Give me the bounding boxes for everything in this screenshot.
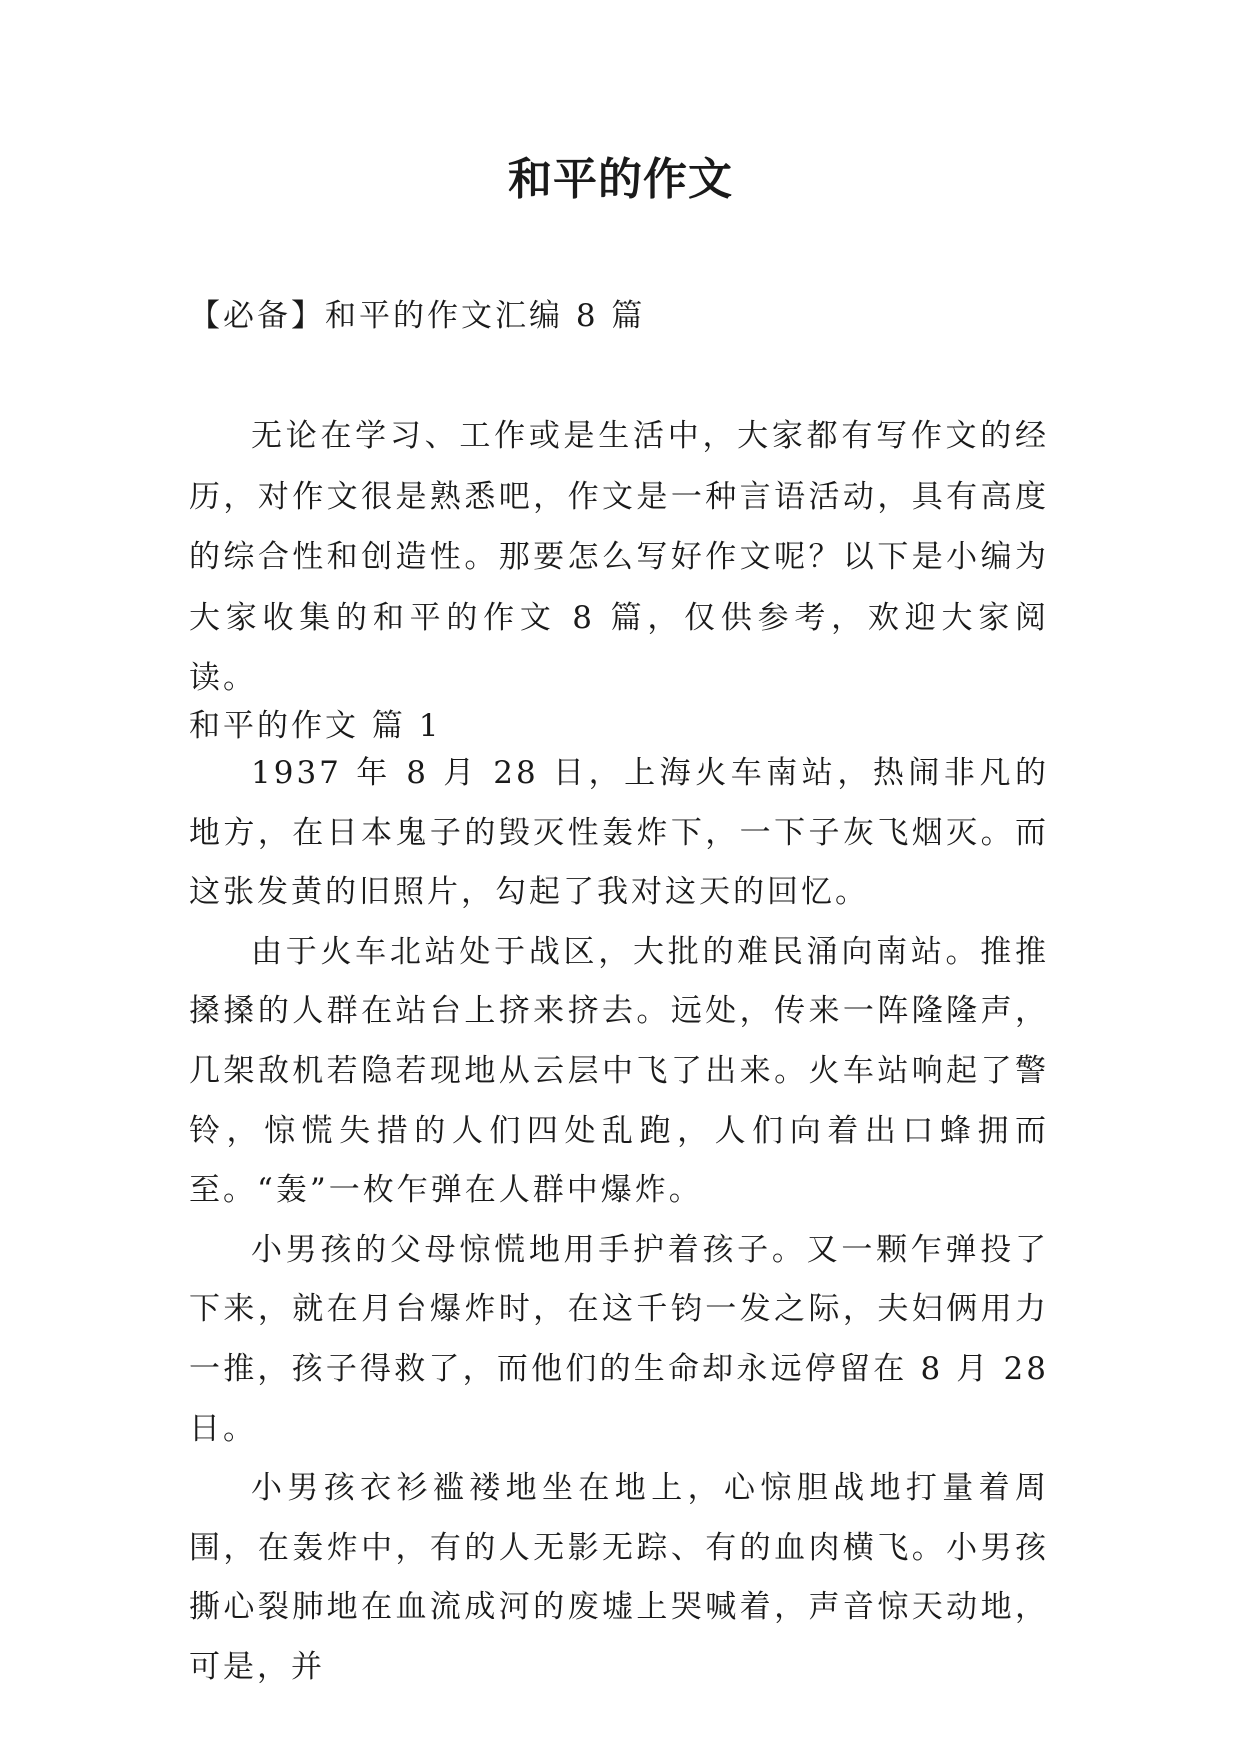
section-heading: 和平的作文 篇 1 bbox=[189, 708, 442, 744]
document-title: 和平的作文 bbox=[508, 154, 733, 205]
essay-paragraph: 小男孩衣衫褴褛地坐在地上，心惊胆战地打量着周围，在轰炸中，有的人无影无踪、有的血肉横飞。小男孩撕心裂肺地在血流成河的废墟上哭喊着，声音惊天动地，可是，并 bbox=[189, 1470, 1049, 1685]
intro-paragraph: 无论在学习、工作或是生活中，大家都有写作文的经历，对作文很是熟悉吧，作文是一种言语活动，具有高度的综合性和创造性。那要怎么写好作文呢？以下是小编为大家收集的和平的作文 8 篇，仅供参考，欢迎大家阅读。 bbox=[189, 418, 1049, 696]
essay-paragraph: 小男孩的父母惊慌地用手护着孩子。又一颗乍弹投了下来，就在月台爆炸时，在这千钧一发之际，夫妇俩用力一推，孩子得救了，而他们的生命却永远停留在 8 月 28 日。 bbox=[189, 1231, 1049, 1447]
document-subtitle: 【必备】和平的作文汇编 8 篇 bbox=[189, 298, 646, 334]
essay-body bbox=[189, 744, 1049, 1698]
essay-paragraph: 由于火车北站处于战区，大批的难民涌向南站。推推搡搡的人群在站台上挤来挤去。远处，传来一阵隆隆声，几架敌机若隐若现地从云层中飞了出来。火车站响起了警铃，惊慌失措的人们四处乱跑，人们向着出口蜂拥而至。“轰”一枚乍弹在人群中爆炸。 bbox=[189, 933, 1049, 1209]
essay-paragraph: 1937 年 8 月 28 日，上海火车南站，热闹非凡的地方，在日本鬼子的毁灭性轰炸下，一下子灰飞烟灭。而这张发黄的旧照片，勾起了我对这天的回忆。 bbox=[189, 755, 1049, 911]
